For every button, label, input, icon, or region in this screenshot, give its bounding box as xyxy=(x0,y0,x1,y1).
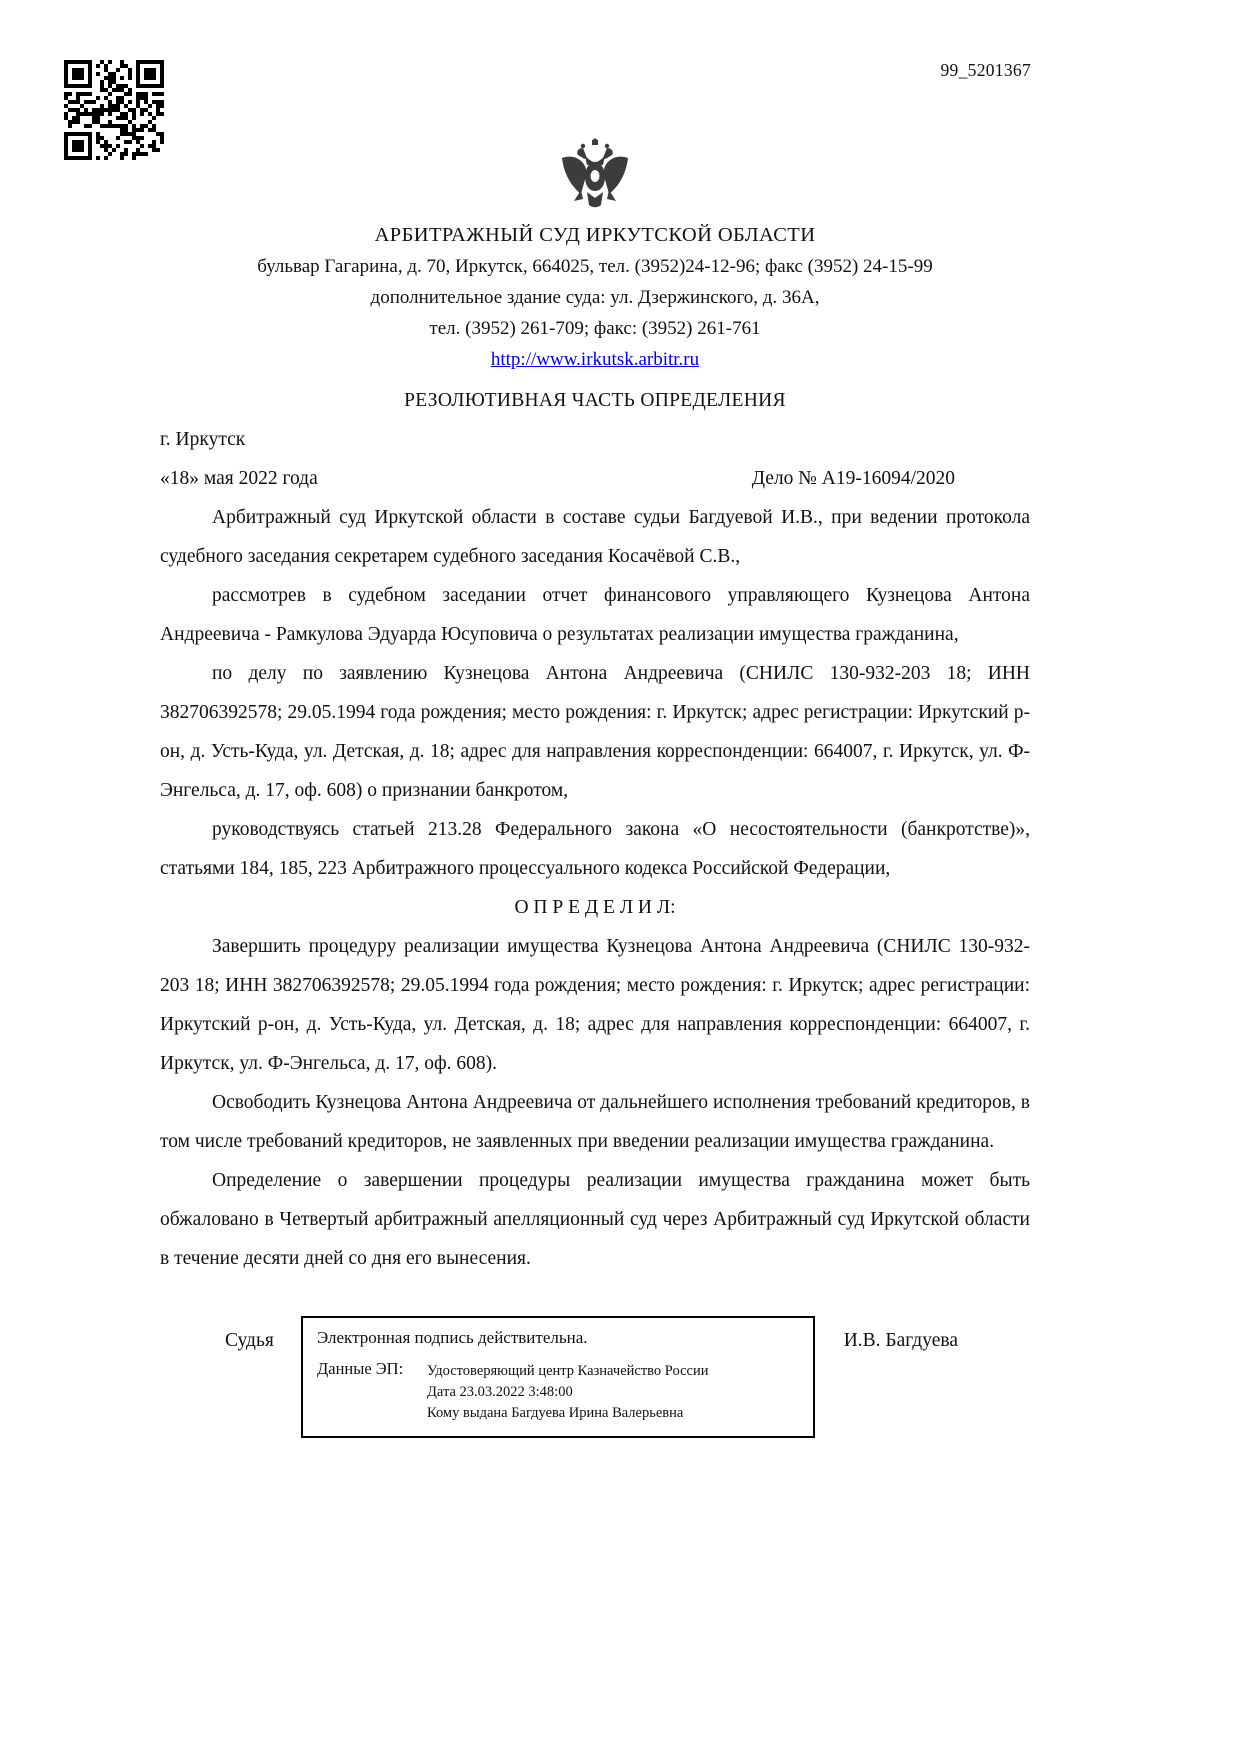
meta-city: г. Иркутск xyxy=(160,429,246,450)
resolution-heading: О П Р Е Д Е Л И Л: xyxy=(514,897,676,918)
judge-name: И.В. Багдуева xyxy=(843,1330,958,1351)
paragraph-legal-basis: руководствуясь статьей 213.28 Федерального закона «О несостоятельности (банкротстве)», статьями 184, 185, 223 Арбитражного процессуального кодекса Российской Федерации, xyxy=(160,819,1030,879)
signature-row xyxy=(160,1316,1030,1438)
electronic-signature-stamp xyxy=(301,1316,815,1438)
paragraph-resolution-complete: Завершить процедуру реализации имущества Кузнецова Антона Андреевича (СНИЛС 130-932-203 18; ИНН 382706392578; 29.05.1994 года рождения; место рождения: г. Иркутск; адрес регистрации: Иркутский р-он, д. Усть-Куда, ул. Детская, д. 18; адрес для направления корреспонденции: 664007, г. Иркутск, ул. Ф-Энгельса, д. 17, оф. 608). xyxy=(160,936,1030,1074)
meta-date: «18» мая 2022 года xyxy=(160,468,318,489)
paragraph-resolution-release: Освободить Кузнецова Антона Андреевича от дальнейшего исполнения требований кредиторов, в том числе требований кредиторов, не заявленных при введении реализации имущества гражданина. xyxy=(160,1092,1030,1152)
stamp-data-label: Данные ЭП: xyxy=(317,1359,404,1378)
paragraph-case-details: по делу по заявлению Кузнецова Антона Андреевича (СНИЛС 130-932-203 18; ИНН 382706392578; 29.05.1994 года рождения; место рождения: г. Иркутск; адрес регистрации: Иркутский р-он, д. Усть-Куда, ул. Детская, д. 18; адрес для направления корреспонденции: 664007, г. Иркутск, ул. Ф-Энгельса, д. 17, оф. 608) о признании банкротом, xyxy=(160,663,1030,801)
court-website-link[interactable]: http://www.irkutsk.arbitr.ru xyxy=(490,349,700,370)
judge-label: Судья xyxy=(225,1330,274,1351)
stamp-date-line: Дата 23.03.2022 3:48:00 xyxy=(427,1384,573,1400)
document-title: РЕЗОЛЮТИВНАЯ ЧАСТЬ ОПРЕДЕЛЕНИЯ xyxy=(404,390,786,411)
court-header xyxy=(160,220,1030,375)
paragraph-hearing: рассмотрев в судебном заседании отчет финансового управляющего Кузнецова Антона Андреевича - Рамкулова Эдуарда Юсуповича о результатах реализации имущества гражданина, xyxy=(160,585,1030,645)
court-address-line-1: бульвар Гагарина, д. 70, Иркутск, 664025, тел. (3952)24-12-96; факс (3952) 24-15-99 xyxy=(257,256,933,277)
coat-of-arms-icon xyxy=(561,138,629,214)
paragraph-appeal: Определение о завершении процедуры реализации имущества гражданина может быть обжаловано в Четвертый арбитражный апелляционный суд через Арбитражный суд Иркутской области в течение десяти дней со дня его вынесения. xyxy=(160,1170,1030,1269)
court-name: АРБИТРАЖНЫЙ СУД ИРКУТСКОЙ ОБЛАСТИ xyxy=(374,224,816,246)
stamp-data xyxy=(317,1359,799,1424)
court-address-line-2: дополнительное здание суда: ул. Дзержинского, д. 36А, xyxy=(370,287,820,308)
court-website xyxy=(160,344,1030,375)
stamp-data-lines xyxy=(427,1359,709,1424)
stamp-ca-line: Удостоверяющий центр Казначейство России xyxy=(427,1363,709,1379)
document-number: 99_5201367 xyxy=(940,60,1031,80)
meta-row xyxy=(160,459,1030,498)
stamp-validity-line: Электронная подпись действительна. xyxy=(317,1328,588,1347)
emblem-wrap xyxy=(160,138,1030,216)
meta-case-number: Дело № А19-16094/2020 xyxy=(751,468,955,489)
document-body xyxy=(160,498,1030,1278)
qr-code-icon xyxy=(64,60,164,160)
court-address-line-3: тел. (3952) 261-709; факс: (3952) 261-761 xyxy=(429,318,761,339)
paragraph-composition: Арбитражный суд Иркутской области в составе судьи Багдуевой И.В., при ведении протокола судебного заседания секретарем судебного заседания Косачёвой С.В., xyxy=(160,507,1030,567)
stamp-issued-line: Кому выдана Багдуева Ирина Валерьевна xyxy=(427,1405,684,1421)
